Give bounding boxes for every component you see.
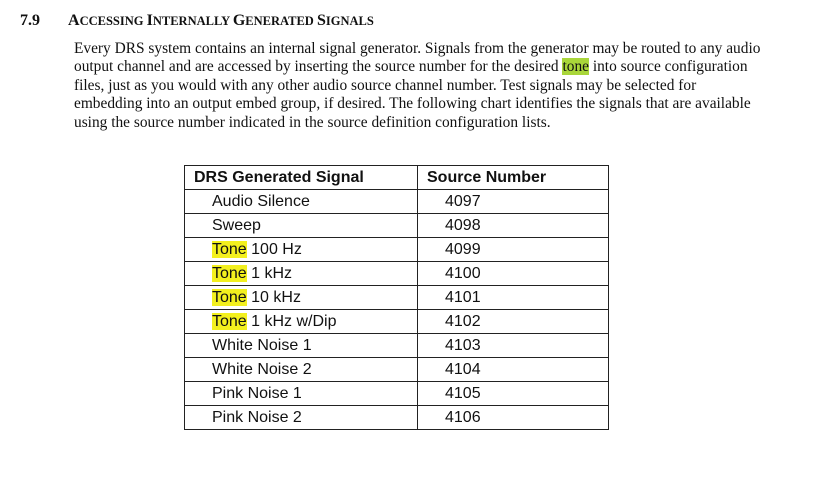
table-row bbox=[185, 310, 609, 334]
signal-name-text: 10 kHz bbox=[246, 288, 301, 306]
paragraph-text-start: Every DRS system contains an internal signal generator. Signals from the generator may be routed to any audio output channel and are accessed by inserting the source number for the desired bbox=[74, 40, 761, 76]
highlighted-word: tone bbox=[562, 58, 589, 76]
title-part: CCESSING bbox=[79, 14, 147, 28]
table-row bbox=[185, 214, 609, 238]
source-number-cell: 4097 bbox=[418, 190, 609, 214]
source-number-cell: 4102 bbox=[418, 310, 609, 334]
section-title bbox=[68, 12, 374, 29]
table-row bbox=[185, 358, 609, 382]
source-number-cell: 4100 bbox=[418, 262, 609, 286]
highlighted-word: Tone bbox=[212, 288, 247, 306]
table-row bbox=[185, 382, 609, 406]
source-number-cell: 4103 bbox=[418, 334, 609, 358]
source-number-cell: 4101 bbox=[418, 286, 609, 310]
signal-name-text: Sweep bbox=[212, 216, 261, 234]
source-number-cell: 4106 bbox=[418, 406, 609, 430]
signal-name-cell bbox=[185, 286, 418, 310]
signal-table bbox=[184, 165, 609, 430]
signal-name-cell bbox=[185, 382, 418, 406]
signal-name-text: White Noise 2 bbox=[212, 360, 312, 378]
signal-name-cell bbox=[185, 310, 418, 334]
signal-name-cell bbox=[185, 214, 418, 238]
source-number-cell: 4098 bbox=[418, 214, 609, 238]
section-paragraph bbox=[74, 40, 764, 132]
title-part: S bbox=[316, 12, 326, 29]
signal-name-text: White Noise 1 bbox=[212, 336, 312, 354]
title-part: A bbox=[68, 12, 80, 29]
highlighted-word: Tone bbox=[212, 264, 247, 282]
signal-name-text: 1 kHz bbox=[246, 264, 293, 282]
signal-name-cell bbox=[185, 262, 418, 286]
title-part: I bbox=[146, 12, 153, 29]
section-heading bbox=[20, 12, 374, 30]
signal-name-cell bbox=[185, 406, 418, 430]
title-part: G bbox=[232, 12, 246, 29]
table-row bbox=[185, 406, 609, 430]
table-header-row bbox=[185, 166, 609, 190]
table-row bbox=[185, 286, 609, 310]
title-part: ENERATED bbox=[245, 14, 317, 28]
column-header-signal: DRS Generated Signal bbox=[185, 166, 418, 190]
table-row bbox=[185, 190, 609, 214]
title-part: IGNALS bbox=[325, 14, 374, 28]
signal-name-text: Pink Noise 1 bbox=[212, 384, 302, 402]
signal-name-cell bbox=[185, 190, 418, 214]
table-row bbox=[185, 238, 609, 262]
source-number-cell: 4105 bbox=[418, 382, 609, 406]
highlighted-word: Tone bbox=[212, 240, 247, 258]
signal-name-text: Audio Silence bbox=[212, 192, 310, 210]
signal-name-cell bbox=[185, 358, 418, 382]
table-row bbox=[185, 262, 609, 286]
signal-name-cell bbox=[185, 238, 418, 262]
title-part: NTERNALLY bbox=[152, 14, 233, 28]
signal-name-cell bbox=[185, 334, 418, 358]
highlighted-word: Tone bbox=[212, 312, 247, 330]
column-header-source: Source Number bbox=[418, 166, 609, 190]
source-number-cell: 4104 bbox=[418, 358, 609, 382]
section-number: 7.9 bbox=[20, 12, 40, 29]
signal-name-text: 1 kHz w/Dip bbox=[246, 312, 337, 330]
source-number-cell: 4099 bbox=[418, 238, 609, 262]
paragraph-text-end: into source configuration files, just as you would with any other audio source channel number. Test signals may be selected for embedding into an output embed group, if desired. The following chart identifies the signals that are available using the source number indicated in the source definition configuration lists. bbox=[74, 58, 751, 131]
signal-name-text: Pink Noise 2 bbox=[212, 408, 302, 426]
table-row bbox=[185, 334, 609, 358]
signal-name-text: 100 Hz bbox=[246, 240, 302, 258]
